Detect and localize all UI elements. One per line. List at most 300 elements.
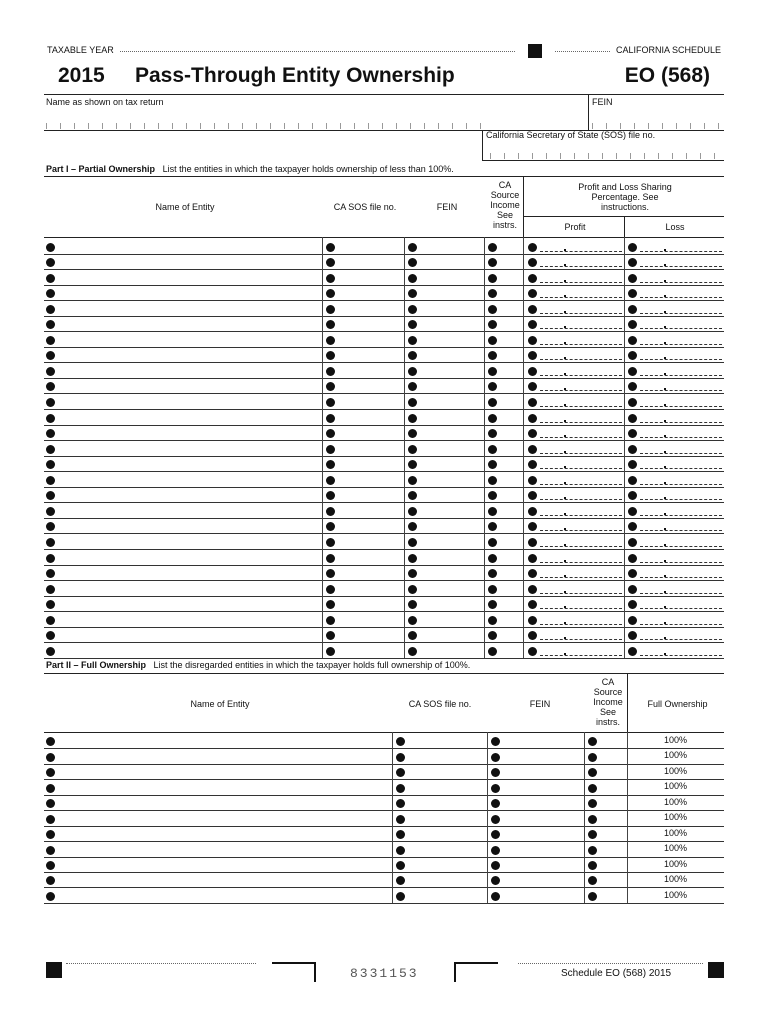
loss-decimal-point bbox=[664, 513, 666, 515]
table-row bbox=[44, 857, 724, 872]
profit-input[interactable] bbox=[540, 562, 622, 563]
table-row bbox=[44, 471, 724, 487]
name-bullet bbox=[46, 876, 55, 885]
sos-rule bbox=[482, 160, 724, 161]
loss-bullet bbox=[628, 445, 637, 454]
table-row bbox=[44, 826, 724, 841]
profit-bullet bbox=[528, 274, 537, 283]
profit-input[interactable] bbox=[540, 453, 622, 454]
profit-bullet bbox=[528, 367, 537, 376]
ca-source-bullet bbox=[488, 274, 497, 283]
footer-corner-left bbox=[272, 962, 316, 982]
name-bullet bbox=[46, 768, 55, 777]
loss-decimal-point bbox=[664, 637, 666, 639]
fein-separator bbox=[588, 94, 589, 131]
name-bullet bbox=[46, 846, 55, 855]
name-bullet bbox=[46, 569, 55, 578]
profit-input[interactable] bbox=[540, 530, 622, 531]
loss-decimal-point bbox=[664, 622, 666, 624]
profit-decimal-point bbox=[564, 466, 566, 468]
name-bullet bbox=[46, 554, 55, 563]
profit-decimal-point bbox=[564, 404, 566, 406]
profit-input[interactable] bbox=[540, 297, 622, 298]
part2-col-ca-source: CA Source Income See instrs. bbox=[593, 677, 623, 727]
loss-decimal-point bbox=[664, 357, 666, 359]
full-ownership-value: 100% bbox=[664, 843, 688, 854]
part2-column-separator bbox=[487, 732, 488, 903]
profit-input[interactable] bbox=[540, 499, 622, 500]
loss-input[interactable] bbox=[640, 313, 722, 314]
profit-decimal-point bbox=[564, 544, 566, 546]
ca-source-bullet bbox=[488, 460, 497, 469]
profit-input[interactable] bbox=[540, 344, 622, 345]
loss-decimal-point bbox=[664, 280, 666, 282]
name-bullet bbox=[46, 753, 55, 762]
profit-input[interactable] bbox=[540, 282, 622, 283]
name-bullet bbox=[46, 585, 55, 594]
loss-input[interactable] bbox=[640, 655, 722, 656]
fein-bullet bbox=[491, 830, 500, 839]
sos-bullet bbox=[326, 289, 335, 298]
taxable-year-label: TAXABLE YEAR bbox=[47, 45, 114, 55]
sos-bullet bbox=[326, 429, 335, 438]
profit-input[interactable] bbox=[540, 390, 622, 391]
profit-input[interactable] bbox=[540, 437, 622, 438]
fein-bullet bbox=[408, 398, 417, 407]
loss-bullet bbox=[628, 538, 637, 547]
sos-bullet bbox=[396, 861, 405, 870]
fein-bullet bbox=[491, 892, 500, 901]
loss-bullet bbox=[628, 258, 637, 267]
sos-bullet bbox=[326, 382, 335, 391]
full-ownership-value: 100% bbox=[664, 858, 688, 869]
form-title: Pass-Through Entity Ownership bbox=[135, 64, 455, 87]
profit-input[interactable] bbox=[540, 624, 622, 625]
loss-input[interactable] bbox=[640, 562, 722, 563]
ca-source-bullet bbox=[488, 554, 497, 563]
fein-label: FEIN bbox=[592, 97, 613, 107]
profit-decimal-point bbox=[564, 622, 566, 624]
name-bullet bbox=[46, 737, 55, 746]
ca-source-bullet bbox=[588, 846, 597, 855]
ca-source-bullet bbox=[488, 429, 497, 438]
loss-bullet bbox=[628, 476, 637, 485]
fein-bullet bbox=[491, 815, 500, 824]
schedule-label: CALIFORNIA SCHEDULE bbox=[615, 45, 721, 55]
profit-bullet bbox=[528, 445, 537, 454]
fein-bullet bbox=[408, 600, 417, 609]
loss-decimal-point bbox=[664, 528, 666, 530]
footer-registration-mark-left bbox=[46, 962, 62, 978]
sos-bullet bbox=[326, 398, 335, 407]
loss-bullet bbox=[628, 305, 637, 314]
loss-bullet bbox=[628, 382, 637, 391]
profit-bullet bbox=[528, 554, 537, 563]
loss-input[interactable] bbox=[640, 406, 722, 407]
table-row bbox=[44, 888, 724, 903]
profit-input[interactable] bbox=[540, 655, 622, 656]
loss-input[interactable] bbox=[640, 577, 722, 578]
profit-input[interactable] bbox=[540, 251, 622, 252]
loss-decimal-point bbox=[664, 388, 666, 390]
table-row bbox=[44, 300, 724, 316]
loss-input[interactable] bbox=[640, 608, 722, 609]
loss-input[interactable] bbox=[640, 390, 722, 391]
table-row bbox=[44, 362, 724, 378]
name-bullet bbox=[46, 336, 55, 345]
ca-source-bullet bbox=[588, 861, 597, 870]
row-rule bbox=[44, 658, 724, 659]
profit-input[interactable] bbox=[540, 266, 622, 267]
sos-bullet bbox=[396, 846, 405, 855]
sos-bullet bbox=[326, 538, 335, 547]
form-year: 2015 bbox=[58, 64, 105, 87]
part1-column-separator bbox=[404, 237, 405, 658]
loss-decimal-point bbox=[664, 575, 666, 577]
table-row bbox=[44, 518, 724, 534]
fein-bullet bbox=[408, 382, 417, 391]
profit-input[interactable] bbox=[540, 375, 622, 376]
name-input-ticks[interactable] bbox=[46, 123, 486, 129]
profit-bullet bbox=[528, 631, 537, 640]
fein-bullet bbox=[408, 243, 417, 252]
profit-decimal-point bbox=[564, 653, 566, 655]
profit-decimal-point bbox=[564, 342, 566, 344]
profit-bullet bbox=[528, 507, 537, 516]
profit-input[interactable] bbox=[540, 515, 622, 516]
profit-input[interactable] bbox=[540, 328, 622, 329]
table-row bbox=[44, 409, 724, 425]
profit-bullet bbox=[528, 336, 537, 345]
part1-instruction: List the entities in which the taxpayer holds ownership of less than 100%. bbox=[162, 164, 454, 174]
loss-input[interactable] bbox=[640, 344, 722, 345]
profit-decimal-point bbox=[564, 388, 566, 390]
name-bullet bbox=[46, 830, 55, 839]
name-bullet bbox=[46, 892, 55, 901]
sos-bullet bbox=[396, 876, 405, 885]
name-bullet bbox=[46, 258, 55, 267]
loss-decimal-point bbox=[664, 451, 666, 453]
fein-bullet bbox=[408, 351, 417, 360]
table-row bbox=[44, 733, 724, 748]
profit-decimal-point bbox=[564, 420, 566, 422]
loss-bullet bbox=[628, 367, 637, 376]
loss-bullet bbox=[628, 522, 637, 531]
ca-source-bullet bbox=[588, 768, 597, 777]
profit-decimal-point bbox=[564, 560, 566, 562]
full-ownership-value: 100% bbox=[664, 812, 688, 823]
table-row bbox=[44, 565, 724, 581]
part2-instruction: List the disregarded entities in which the taxpayer holds full ownership of 100%. bbox=[153, 660, 471, 670]
fein-bullet bbox=[491, 846, 500, 855]
loss-decimal-point bbox=[664, 466, 666, 468]
footer-registration-mark-right bbox=[708, 962, 724, 978]
full-ownership-value: 100% bbox=[664, 781, 688, 792]
loss-bullet bbox=[628, 569, 637, 578]
sos-bullet bbox=[326, 414, 335, 423]
profit-input[interactable] bbox=[540, 468, 622, 469]
name-bullet bbox=[46, 414, 55, 423]
loss-decimal-point bbox=[664, 264, 666, 266]
ca-source-bullet bbox=[588, 815, 597, 824]
ca-source-bullet bbox=[588, 784, 597, 793]
loss-input[interactable] bbox=[640, 251, 722, 252]
ca-source-bullet bbox=[488, 491, 497, 500]
name-bullet bbox=[46, 460, 55, 469]
part1-title: Part I bbox=[46, 164, 69, 174]
name-bullet bbox=[46, 445, 55, 454]
loss-decimal-point bbox=[664, 295, 666, 297]
loss-input[interactable] bbox=[640, 624, 722, 625]
part1-col-loss: Loss bbox=[665, 222, 685, 232]
loss-input[interactable] bbox=[640, 422, 722, 423]
profit-bullet bbox=[528, 600, 537, 609]
table-row bbox=[44, 440, 724, 456]
loss-bullet bbox=[628, 289, 637, 298]
loss-bullet bbox=[628, 491, 637, 500]
sos-bullet bbox=[326, 258, 335, 267]
part2-subtitle: – Full Ownership bbox=[71, 660, 147, 670]
ca-source-bullet bbox=[488, 538, 497, 547]
fein-bullet bbox=[491, 784, 500, 793]
part1-column-separator bbox=[322, 237, 323, 658]
profit-bullet bbox=[528, 569, 537, 578]
profit-input[interactable] bbox=[540, 577, 622, 578]
full-ownership-value: 100% bbox=[664, 796, 688, 807]
sos-bullet bbox=[326, 585, 335, 594]
fein-bullet bbox=[408, 569, 417, 578]
sos-bullet bbox=[326, 351, 335, 360]
loss-decimal-point bbox=[664, 404, 666, 406]
sos-bullet bbox=[396, 815, 405, 824]
part2-col-sos: CA SOS file no. bbox=[408, 699, 472, 709]
loss-input[interactable] bbox=[640, 453, 722, 454]
loss-input[interactable] bbox=[640, 328, 722, 329]
profit-bullet bbox=[528, 491, 537, 500]
loss-input[interactable] bbox=[640, 297, 722, 298]
footer-dotted-right bbox=[518, 963, 703, 964]
table-row bbox=[44, 394, 724, 410]
ca-source-bullet bbox=[588, 737, 597, 746]
sos-input-ticks[interactable] bbox=[490, 153, 720, 159]
loss-input[interactable] bbox=[640, 468, 722, 469]
ca-source-bullet bbox=[488, 647, 497, 656]
table-row bbox=[44, 487, 724, 503]
table-row bbox=[44, 779, 724, 794]
sos-bullet bbox=[326, 522, 335, 531]
table-row bbox=[44, 872, 724, 887]
name-bullet bbox=[46, 815, 55, 824]
barcode-number: 8331153 bbox=[350, 966, 419, 981]
name-bullet bbox=[46, 616, 55, 625]
table-row bbox=[44, 549, 724, 565]
header-rule bbox=[44, 94, 724, 95]
table-row bbox=[44, 627, 724, 643]
profit-input[interactable] bbox=[540, 313, 622, 314]
loss-input[interactable] bbox=[640, 282, 722, 283]
table-row bbox=[44, 533, 724, 549]
sos-bullet bbox=[326, 274, 335, 283]
loss-input[interactable] bbox=[640, 437, 722, 438]
name-bullet bbox=[46, 305, 55, 314]
part1-col-profit-loss: Profit and Loss Sharing Percentage. See instructions. bbox=[578, 182, 672, 212]
name-bullet bbox=[46, 320, 55, 329]
part2-column-separator bbox=[392, 732, 393, 903]
ca-source-bullet bbox=[488, 258, 497, 267]
ca-source-bullet bbox=[488, 522, 497, 531]
full-ownership-value: 100% bbox=[664, 735, 688, 745]
table-row bbox=[44, 580, 724, 596]
sos-bullet bbox=[326, 243, 335, 252]
ca-source-bullet bbox=[488, 289, 497, 298]
profit-bullet bbox=[528, 289, 537, 298]
profit-bullet bbox=[528, 460, 537, 469]
name-bullet bbox=[46, 289, 55, 298]
loss-input[interactable] bbox=[640, 266, 722, 267]
profit-input[interactable] bbox=[540, 484, 622, 485]
table-row bbox=[44, 269, 724, 285]
loss-bullet bbox=[628, 414, 637, 423]
fein-bullet bbox=[491, 799, 500, 808]
profit-bullet bbox=[528, 522, 537, 531]
ca-source-bullet bbox=[488, 414, 497, 423]
profit-input[interactable] bbox=[540, 639, 622, 640]
profit-bullet bbox=[528, 647, 537, 656]
name-bullet bbox=[46, 799, 55, 808]
table-row bbox=[44, 378, 724, 394]
profit-decimal-point bbox=[564, 528, 566, 530]
profit-decimal-point bbox=[564, 435, 566, 437]
part1-header-sep-a bbox=[523, 177, 524, 237]
part1-subtitle: – Partial Ownership bbox=[68, 164, 156, 174]
fein-bullet bbox=[408, 554, 417, 563]
fein-bullet bbox=[408, 460, 417, 469]
ca-source-bullet bbox=[488, 336, 497, 345]
sos-bullet bbox=[326, 476, 335, 485]
part2-heading bbox=[46, 660, 470, 670]
loss-bullet bbox=[628, 507, 637, 516]
fein-bullet bbox=[408, 538, 417, 547]
fein-bullet bbox=[408, 414, 417, 423]
fein-bullet bbox=[408, 289, 417, 298]
loss-input[interactable] bbox=[640, 375, 722, 376]
sos-bullet bbox=[326, 569, 335, 578]
loss-decimal-point bbox=[664, 482, 666, 484]
table-row bbox=[44, 841, 724, 856]
fein-bullet bbox=[408, 647, 417, 656]
ca-source-bullet bbox=[488, 382, 497, 391]
name-bullet bbox=[46, 784, 55, 793]
registration-mark bbox=[528, 44, 542, 58]
profit-bullet bbox=[528, 414, 537, 423]
fein-bullet bbox=[491, 753, 500, 762]
footer-dotted-left bbox=[66, 963, 256, 964]
loss-decimal-point bbox=[664, 342, 666, 344]
loss-decimal-point bbox=[664, 591, 666, 593]
ca-source-bullet bbox=[488, 305, 497, 314]
part2-column-separator bbox=[584, 732, 585, 903]
fein-bullet bbox=[408, 274, 417, 283]
loss-input[interactable] bbox=[640, 639, 722, 640]
loss-input[interactable] bbox=[640, 359, 722, 360]
loss-input[interactable] bbox=[640, 499, 722, 500]
ca-source-bullet bbox=[588, 830, 597, 839]
loss-input[interactable] bbox=[640, 593, 722, 594]
fein-bullet bbox=[491, 768, 500, 777]
fein-bullet bbox=[408, 507, 417, 516]
profit-input[interactable] bbox=[540, 422, 622, 423]
table-row bbox=[44, 764, 724, 779]
loss-input[interactable] bbox=[640, 546, 722, 547]
profit-input[interactable] bbox=[540, 593, 622, 594]
profit-input[interactable] bbox=[540, 359, 622, 360]
ca-source-bullet bbox=[588, 892, 597, 901]
loss-decimal-point bbox=[664, 544, 666, 546]
loss-bullet bbox=[628, 351, 637, 360]
name-bullet bbox=[46, 491, 55, 500]
table-row bbox=[44, 331, 724, 347]
ca-source-bullet bbox=[488, 367, 497, 376]
loss-decimal-point bbox=[664, 311, 666, 313]
table-row bbox=[44, 425, 724, 441]
row-rule bbox=[44, 903, 724, 904]
loss-decimal-point bbox=[664, 373, 666, 375]
fein-bullet bbox=[408, 336, 417, 345]
profit-bullet bbox=[528, 243, 537, 252]
fein-bullet bbox=[408, 585, 417, 594]
loss-input[interactable] bbox=[640, 484, 722, 485]
form-code: EO (568) bbox=[624, 64, 710, 87]
ca-source-bullet bbox=[488, 398, 497, 407]
name-bullet bbox=[46, 351, 55, 360]
fein-bullet bbox=[408, 476, 417, 485]
table-row bbox=[44, 285, 724, 301]
sos-bullet bbox=[396, 892, 405, 901]
ca-source-bullet bbox=[588, 799, 597, 808]
full-ownership-value: 100% bbox=[664, 889, 688, 900]
sos-bullet bbox=[326, 600, 335, 609]
profit-input[interactable] bbox=[540, 406, 622, 407]
part1-header-sep-c bbox=[624, 216, 625, 237]
part2-top-rule bbox=[44, 673, 724, 674]
profit-input[interactable] bbox=[540, 608, 622, 609]
name-bullet bbox=[46, 507, 55, 516]
loss-decimal-point bbox=[664, 653, 666, 655]
sos-bullet bbox=[326, 631, 335, 640]
table-row bbox=[44, 502, 724, 518]
name-bullet bbox=[46, 631, 55, 640]
loss-input[interactable] bbox=[640, 515, 722, 516]
sos-bullet bbox=[326, 445, 335, 454]
profit-decimal-point bbox=[564, 591, 566, 593]
part2-col-full: Full Ownership bbox=[647, 699, 708, 709]
profit-input[interactable] bbox=[540, 546, 622, 547]
sos-bullet bbox=[326, 616, 335, 625]
loss-bullet bbox=[628, 398, 637, 407]
sos-bullet bbox=[396, 830, 405, 839]
ca-source-bullet bbox=[488, 243, 497, 252]
fein-bullet bbox=[408, 631, 417, 640]
loss-bullet bbox=[628, 320, 637, 329]
sos-separator bbox=[482, 130, 483, 160]
fein-input-ticks[interactable] bbox=[592, 123, 722, 129]
part2-header-sep bbox=[627, 674, 628, 732]
table-row bbox=[44, 810, 724, 825]
loss-input[interactable] bbox=[640, 530, 722, 531]
loss-bullet bbox=[628, 460, 637, 469]
name-bullet bbox=[46, 476, 55, 485]
loss-bullet bbox=[628, 631, 637, 640]
